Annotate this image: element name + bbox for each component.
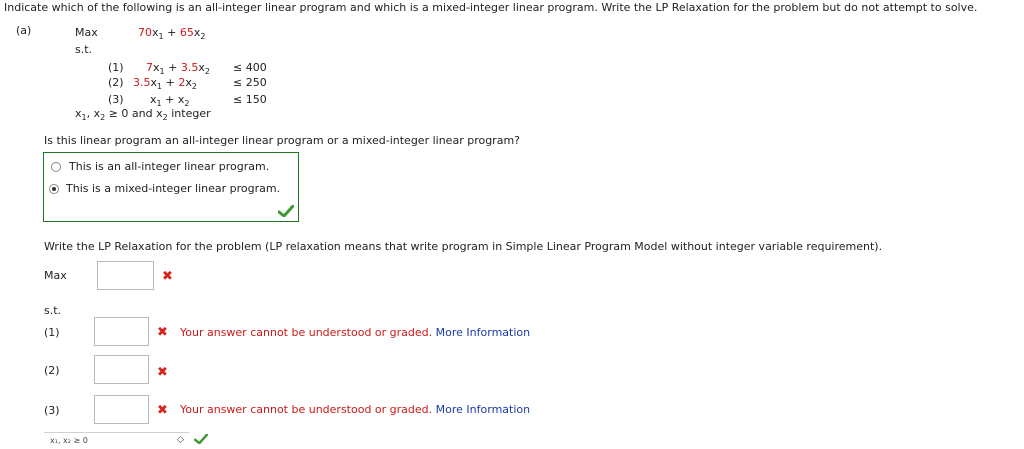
constraint-1-lhs: $7x_1 + 3.5x_2$ [146,61,210,76]
instructions: Indicate which of the following is an all-integer linear program and which is a mixed-integer linear program. Write the LP Relaxation for the problem but do not attempt to solve. [4,1,978,14]
subject-to-label: s.t. [75,43,93,56]
nonnegativity-select[interactable] [44,432,189,449]
question-1-answer-box [43,152,299,222]
integrality-constraint: $x_1$, $x_2 \ge 0$ and $x_2$ integer [75,107,211,122]
relaxation-objective-input[interactable] [97,261,154,290]
relaxation-row-1-label: (1) [44,326,60,339]
x-mark-icon: ✖ [162,269,173,284]
error-message-1: Your answer cannot be understood or graded. More Information [180,326,531,339]
x-mark-icon: ✖ [157,365,168,380]
select-arrow-icon: ◇ [177,435,184,445]
objective-function: $70x_1 + 65x_2$ [138,26,206,41]
checkmark-icon [278,205,294,217]
objective-max-label: Max [75,26,98,39]
relaxation-constraint-2-input[interactable] [94,355,149,384]
constraint-2-lhs: $3.5x_1 + 2x_2$ [133,76,197,91]
constraint-2-rhs: ≤ 250 [233,76,267,89]
relaxation-row-2-label: (2) [44,364,60,377]
error-message-3: Your answer cannot be understood or graded. More Information [180,403,531,416]
relaxation-row-3-label: (3) [44,404,60,417]
constraint-2-number: (2) [108,76,124,89]
option-mixed-integer-label[interactable]: This is a mixed-integer linear program. [66,182,281,195]
constraint-1-number: (1) [108,61,124,74]
more-information-link[interactable]: More Information [435,326,531,339]
question-1-prompt: Is this linear program an all-integer linear program or a mixed-integer linear program? [44,134,521,147]
constraint-3-lhs: $x_1 + x_2$ [150,93,190,108]
question-2-prompt: Write the LP Relaxation for the problem (LP relaxation means that write program in Simple Linear Program Model without integer variable requirement). [44,240,883,253]
radio-all-integer[interactable] [51,162,61,172]
constraint-3-number: (3) [108,93,124,106]
relaxation-st-label: s.t. [44,304,62,317]
nonnegativity-label: x₁, x₂ ≥ 0 [50,436,88,445]
x-mark-icon: ✖ [157,403,168,418]
relaxation-max-label: Max [44,269,67,282]
option-all-integer-label[interactable]: This is an all-integer linear program. [69,160,270,173]
x-mark-icon: ✖ [157,325,168,340]
more-information-link[interactable]: More Information [435,403,531,416]
relaxation-constraint-1-input[interactable] [94,317,149,346]
checkmark-icon [194,434,208,444]
constraint-1-rhs: ≤ 400 [233,61,267,74]
constraint-3-rhs: ≤ 150 [233,93,267,106]
radio-mixed-integer[interactable] [49,184,59,194]
part-label: (a) [16,24,32,37]
relaxation-constraint-3-input[interactable] [94,395,149,424]
